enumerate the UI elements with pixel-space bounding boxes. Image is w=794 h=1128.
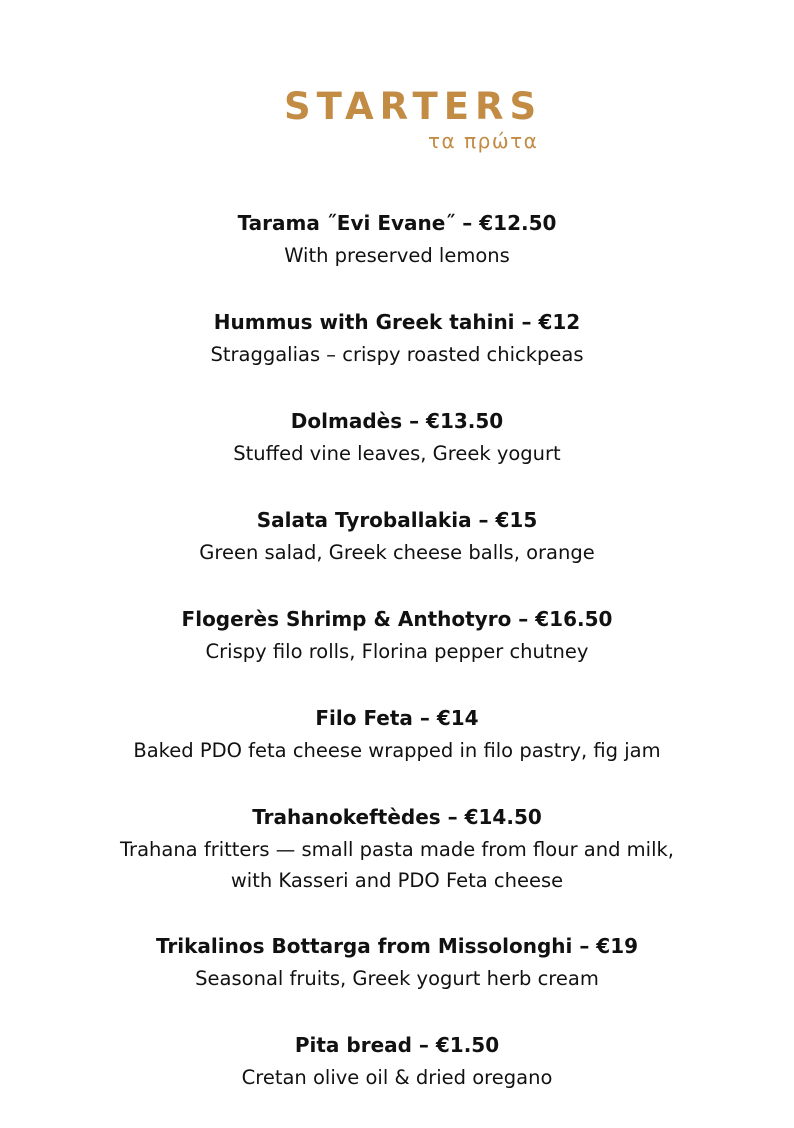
menu-item-description: Straggalias – crispy roasted chickpeas	[210, 343, 584, 366]
menu-item-name: Tarama ˝Evi Evane˝ – €12.50	[237, 211, 557, 235]
menu-item-description: Seasonal fruits, Greek yogurt herb cream	[195, 967, 599, 990]
menu-item-name: Salata Tyroballakia – €15	[256, 508, 538, 532]
menu-item-name: Filo Feta – €14	[315, 706, 479, 730]
menu-item-salata-tyroballakia	[0, 504, 794, 603]
menu-item-description-line-2: with Kasseri and PDO Feta cheese	[230, 869, 564, 892]
menu-item-tarama	[0, 207, 794, 306]
menu-item-description: Baked PDO feta cheese wrapped in filo pastry, fig jam	[133, 739, 661, 762]
menu-item-description: Stuffed vine leaves, Greek yogurt	[233, 442, 561, 465]
menu-header	[0, 0, 794, 170]
menu-item-name: Dolmadès – €13.50	[290, 409, 504, 433]
menu-item-description: Crispy filo rolls, Florina pepper chutney	[205, 640, 589, 663]
menu-item-name: Trahanokeftèdes – €14.50	[252, 805, 542, 829]
menu-item-hummus	[0, 306, 794, 405]
menu-item-description: Trahana fritters — small pasta made from flour and milk,	[120, 838, 674, 861]
menu-item-flogeres	[0, 603, 794, 702]
menu-item-name: Flogerès Shrimp & Anthotyro – €16.50	[181, 607, 613, 631]
section-subtitle-greek: τα πρώτα	[428, 129, 539, 153]
menu-item-name: Pita bread – €1.50	[294, 1033, 500, 1057]
menu-item-description: Cretan olive oil & dried oregano	[241, 1066, 553, 1089]
menu-list	[0, 207, 794, 1128]
menu-item-bottarga	[0, 930, 794, 1029]
menu-item-pita-bread	[0, 1029, 794, 1128]
menu-item-dolmades	[0, 405, 794, 504]
menu-item-filo-feta	[0, 702, 794, 801]
menu-item-name: Hummus with Greek tahini – €12	[213, 310, 581, 334]
section-title: STARTERS	[284, 85, 543, 128]
menu-item-name: Trikalinos Bottarga from Missolonghi – €19	[155, 934, 639, 958]
menu-item-description: With preserved lemons	[284, 244, 510, 267]
menu-item-trahanokeftedes	[0, 801, 794, 930]
menu-item-description: Green salad, Greek cheese balls, orange	[199, 541, 595, 564]
